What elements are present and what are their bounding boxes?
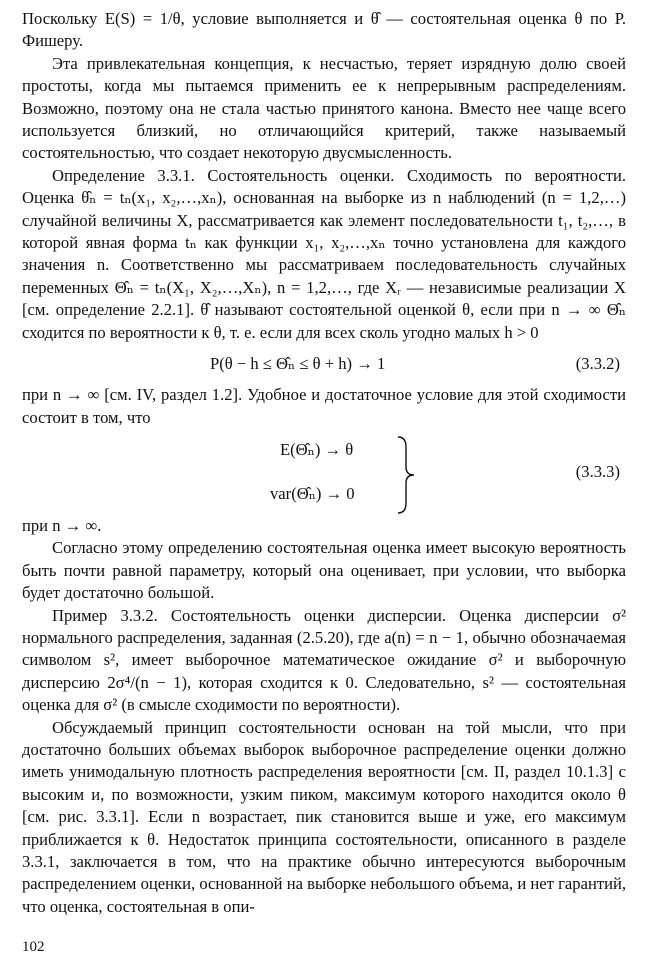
formula-3-3-2-number: (3.3.2): [575, 354, 620, 374]
page-number: 102: [22, 939, 45, 955]
formula-3-3-2-expression: P(θ − h ≤ Θ̂ₙ ≤ θ + h) → 1: [210, 354, 386, 374]
formula-3-3-3: [22, 429, 626, 515]
paragraph-principle: Обсуждаемый принцип состоятельности основан на той мысли, что при достаточно больших объемах выборок выборочное распределение оценки должно иметь унимодальную плотность распределения вероятности [см. II, раздел 10.1.3] с высоким и, по возможности, узким пиком, максимум которого находится около θ [см. рис. 3.3.1]. Если n возрастает, пик становится выше и уже, его максимум приближается к θ. Недостаток принципа состоятельности, описанного в разделе 3.3.1, заключается в том, что на практике обычно интересуются выборочным распределением оценки, основанной на выборке небольшого объема, и нет гарантий, что оценка, состоятельная в опи-: [22, 717, 626, 916]
paragraph-fisher-conclusion: Поскольку E(S) = 1/θ, условие выполняется и θ̂ — состоятельная оценка θ по Р. Фишеру.: [22, 9, 626, 51]
right-brace-glyph: }: [394, 434, 395, 436]
paragraph-limit: при n → ∞.: [22, 515, 102, 535]
paragraph-consequence: Согласно этому определению состоятельная оценка имеет высокую вероятность быть почти равной параметру, который она оценивает, при условии, что выборка будет достаточно большой.: [22, 538, 626, 603]
paragraph-definition-331: Определение 3.3.1. Состоятельность оценки. Сходимость по вероятности. Оценка θ̂ₙ = tₙ(x₁, x₂,…,xₙ), основанная на выборке из n наблюдений (n = 1,2,…) случайной величины X, рассматривается как элемент последовательности t₁, t₂,…, в которой явная форма tₙ как функции x₁, x₂,…,xₙ точно установлена для каждого значения n. Соответственно мы рассматриваем последовательность случайных переменных Θ̂ₙ = tₙ(X₁, X₂,…,Xₙ), n = 1,2,…, где Xᵣ — независимые реализации X [см. определение 2.2.1]. θ̂ называют состоятельной оценкой θ, если при n → ∞ Θ̂ₙ сходится по вероятности к θ, т. е. если для всех сколь угодно малых h > 0: [22, 165, 626, 342]
right-brace-icon: [394, 435, 418, 515]
body-text: [22, 8, 626, 918]
formula-3-3-3-variance: var(Θ̂ₙ) → 0: [270, 483, 355, 503]
paragraph-example-332: Пример 3.3.2. Состоятельность оценки дисперсии. Оценка дисперсии σ² нормального распределения, заданная (2.5.20), где a(n) = n − 1, обычно обозначаемая символом s², имеет выборочное математическое ожидание σ² и выборочную дисперсию 2σ⁴/(n − 1), которая сходится к 0. Следовательно, s² — состоятельная оценка для σ² (в смысле сходимости по вероятности).: [22, 605, 626, 715]
formula-3-3-3-mean: E(Θ̂ₙ) → θ: [280, 439, 354, 459]
paragraph-concept: Эта привлекательная концепция, к несчастью, теряет изрядную долю своей простоты, когда мы пытаемся применить ее к непрерывным распределениям. Возможно, поэтому она не стала частью принятого канона. Вместо нее чаще всего используется близкий, но отличающийся критерий, также называемый состоятельностью, что создает некоторую двусмысленность.: [22, 53, 626, 163]
formula-3-3-2: [22, 344, 626, 384]
paragraph-condition: при n → ∞ [см. IV, раздел 1.2]. Удобное и достаточное условие для этой сходимости состоит в том, что: [22, 385, 626, 427]
formula-3-3-3-number: (3.3.3): [575, 461, 620, 481]
